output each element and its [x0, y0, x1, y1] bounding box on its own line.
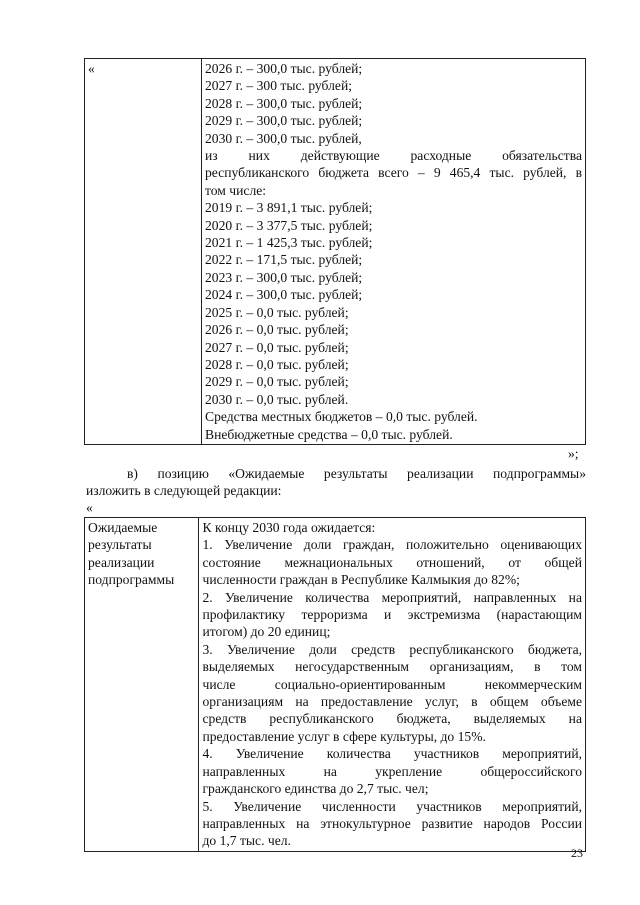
result-line: средств республиканского бюджета, выделяемых на [202, 711, 582, 727]
expected-results-table [84, 517, 586, 852]
page-number: 23 [571, 846, 583, 860]
funding-line: 2023 г. – 300,0 тыс. рублей; [205, 269, 363, 285]
funding-line: республиканского бюджета всего – 9 465,4 тыс. рублей, в [205, 165, 582, 181]
funding-line: 2024 г. – 300,0 тыс. рублей; [205, 287, 363, 303]
funding-line: 2028 г. – 0,0 тыс. рублей; [205, 356, 349, 372]
instruction-paragraph [86, 465, 586, 500]
result-line: К концу 2030 года ожидается: [202, 520, 376, 535]
result-line: 1. Увеличение доли граждан, положительно оценивающих [202, 537, 582, 553]
label-line: реализации [88, 554, 155, 570]
result-line: организациям на предоставление услуг, в общем объеме [202, 694, 582, 710]
result-line: направленных на укрепление общероссийского [202, 763, 582, 779]
funding-line: 2026 г. – 300,0 тыс. рублей; [205, 61, 363, 76]
funding-line: 2028 г. – 300,0 тыс. рублей; [205, 95, 363, 111]
opening-quote: « [86, 500, 93, 515]
closing-quote: »; [568, 446, 579, 461]
instruction-line: в) позицию «Ожидаемые результаты реализации подпрограммы» [127, 466, 586, 481]
funding-table-left-cell: « [85, 59, 202, 445]
result-line: профилактику терроризма и экстремизма (нарастающим [202, 607, 582, 623]
funding-line: 2025 г. – 0,0 тыс. рублей; [205, 304, 349, 320]
result-line: итогом) до 20 единиц; [202, 624, 331, 640]
label-line: подпрограммы [88, 572, 175, 588]
funding-line: 2019 г. – 3 891,1 тыс. рублей; [205, 200, 373, 216]
result-line: 5. Увеличение численности участников мероприятий, [202, 798, 582, 814]
result-line: 3. Увеличение доли средств республиканского бюджета, [202, 641, 582, 657]
funding-line: 2027 г. – 300 тыс. рублей; [205, 78, 352, 94]
funding-line: 2026 г. – 0,0 тыс. рублей; [205, 322, 349, 338]
result-line: 2. Увеличение количества мероприятий, направленных на [202, 589, 582, 605]
funding-line: 2027 г. – 0,0 тыс. рублей; [205, 339, 349, 355]
result-line: направленных на этнокультурное развитие народов России [202, 815, 582, 831]
instruction-line: изложить в следующей редакции: [86, 483, 282, 499]
result-line: выделяемых негосударственным организациям, в том [202, 659, 582, 675]
result-line: предоставление услуг в сфере культуры, до 15%. [202, 728, 486, 744]
funding-table [84, 58, 586, 445]
funding-line: 2030 г. – 300,0 тыс. рублей, [205, 130, 362, 146]
label-line: результаты [88, 537, 152, 553]
funding-line: 2029 г. – 300,0 тыс. рублей; [205, 113, 363, 129]
funding-line: 2030 г. – 0,0 тыс. рублей. [205, 391, 349, 407]
result-line: численности граждан в Республике Калмыкия до 82%; [202, 572, 520, 588]
result-line: гражданского единства до 2,7 тыс. чел; [202, 781, 429, 797]
label-line: Ожидаемые [88, 520, 158, 535]
funding-line: 2021 г. – 1 425,3 тыс. рублей; [205, 235, 373, 251]
funding-line: Средства местных бюджетов – 0,0 тыс. рублей. [205, 409, 478, 425]
funding-line: 2022 г. – 171,5 тыс. рублей; [205, 252, 363, 268]
funding-table-right-cell [202, 59, 586, 445]
result-line: 4. Увеличение количества участников мероприятий, [202, 746, 582, 762]
funding-line: Внебюджетные средства – 0,0 тыс. рублей. [205, 426, 453, 442]
funding-line: том числе: [205, 182, 267, 198]
result-line: до 1,7 тыс. чел. [202, 833, 291, 849]
expected-results-content-cell [199, 518, 586, 852]
funding-line: из них действующие расходные обязательства [205, 148, 582, 164]
funding-line: 2020 г. – 3 377,5 тыс. рублей; [205, 217, 373, 233]
result-line: числе социально-ориентированным некоммерческим [202, 676, 582, 692]
funding-line: 2029 г. – 0,0 тыс. рублей; [205, 374, 349, 390]
result-line: состояние межнациональных отношений, от общей [202, 554, 582, 570]
expected-results-label-cell [85, 518, 199, 852]
